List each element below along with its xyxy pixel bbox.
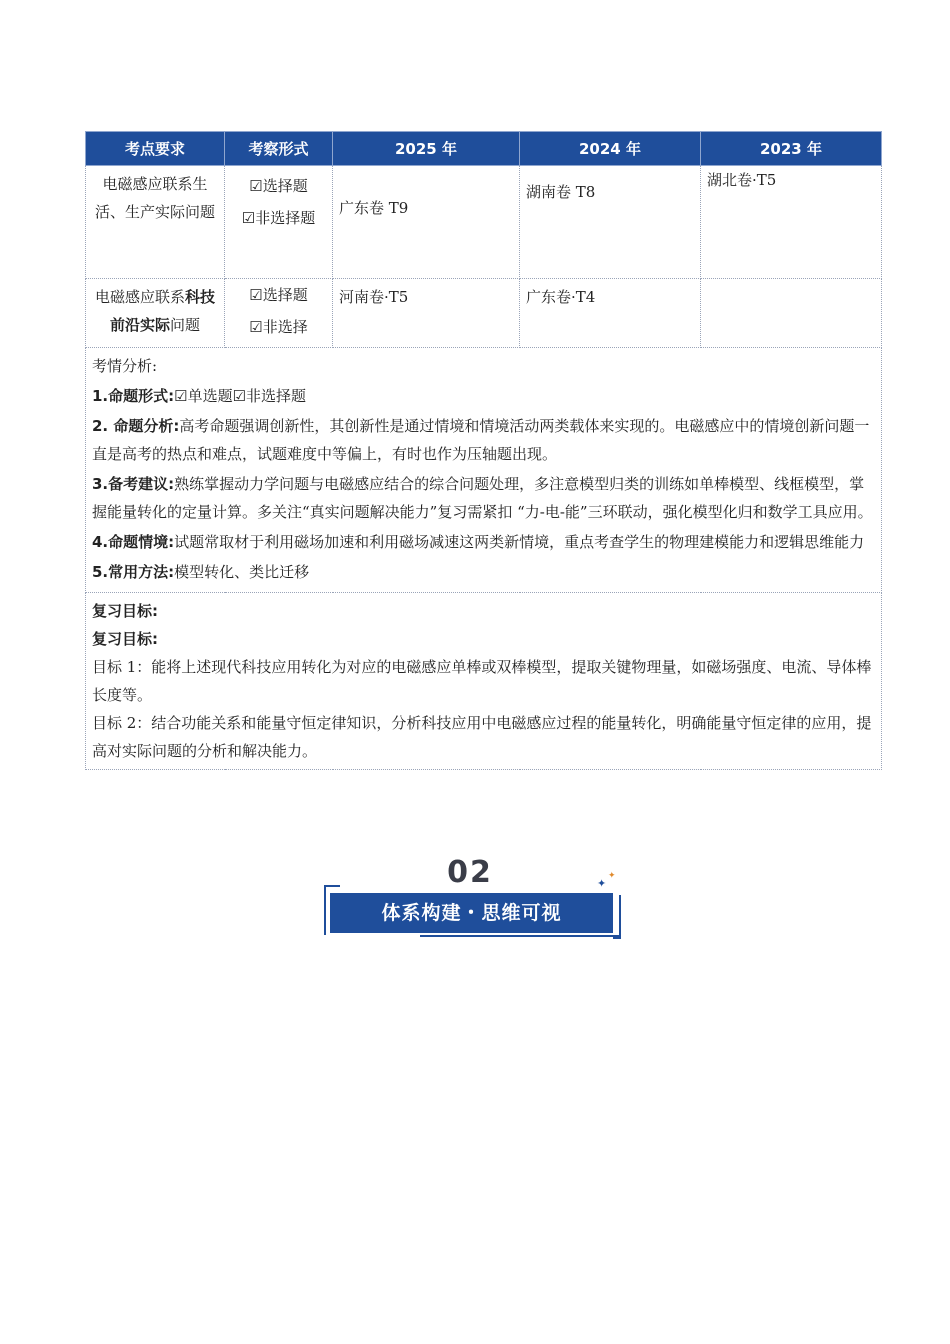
goal-item: 目标 1：能将上述现代科技应用转化为对应的电磁感应单棒或双棒模型，提取关键物理量，如磁场强度、电流、导体棒长度等。 (92, 658, 872, 704)
analysis-lead: 4.命题情境: (92, 533, 175, 551)
analysis-lead: 1.命题形式: (92, 387, 175, 405)
goals-title-text: 复习目标: (92, 602, 158, 620)
header-topic: 考点要求 (86, 132, 225, 166)
form-nonchoice: ☑非选择题 (241, 209, 316, 227)
analysis-text: 模型转化、类比迁移 (174, 563, 310, 581)
section-title: 体系构建・思维可视 (330, 893, 613, 933)
analysis-text: ☑单选题☑非选择题 (174, 387, 307, 405)
cell-2025: 河南卷·T5 (333, 279, 520, 348)
goals-title (92, 597, 875, 625)
cell-2024: 广东卷·T4 (520, 279, 701, 348)
table-row (86, 279, 882, 348)
analysis-lead: 2. 命题分析: (92, 417, 180, 435)
banner-frame-line (420, 935, 619, 937)
analysis-cell (86, 348, 882, 593)
table-row (86, 166, 882, 279)
banner-frame-corner (613, 895, 621, 939)
analysis-title: 考情分析: (92, 357, 158, 375)
analysis-item (92, 382, 875, 410)
cell-2025: 广东卷 T9 (333, 166, 520, 279)
exam-table (85, 131, 882, 770)
header-2024: 2024 年 (520, 132, 701, 166)
goals-subtitle-text: 复习目标: (92, 630, 158, 648)
analysis-lead: 3.备考建议: (92, 475, 175, 493)
topic-text-a: 电磁感应联系 (94, 288, 185, 306)
analysis-item (92, 528, 875, 556)
goals-row (86, 593, 882, 770)
section-number: 02 (447, 855, 493, 890)
goal-item: 目标 2：结合功能关系和能量守恒定律知识，分析科技应用中电磁感应过程的能量转化，明确能量守恒定律的应用，提高对实际问题的分析和解决能力。 (92, 714, 872, 760)
form-choice: ☑选择题 (249, 177, 308, 195)
table-header-row (86, 132, 882, 166)
topic-text-c: 问题 (170, 316, 201, 334)
cell-2023 (701, 279, 882, 348)
section-banner (320, 855, 630, 945)
form-choice: ☑选择题 (249, 286, 308, 304)
analysis-text: 试题常取材于利用磁场加速和利用磁场减速这两类新情境，重点考查学生的物理建模能力和逻辑思维能力 (174, 533, 865, 551)
header-2025: 2025 年 (333, 132, 520, 166)
topic-text-emph: 科技前沿实际 (109, 288, 216, 334)
goals-subtitle (92, 625, 875, 653)
analysis-text: 熟练掌握动力学问题与电磁感应结合的综合问题处理，多注意模型归类的训练如单棒模型、线框模型，掌握能量转化的定量计算。多关注“真实问题解决能力”复习需紧扣 “力-电-能”三环联动，强化模型化归和数学工具应用。 (92, 475, 873, 521)
sparkle-icon: ✦ (608, 871, 616, 881)
analysis-row (86, 348, 882, 593)
analysis-lead: 5.常用方法: (92, 563, 175, 581)
analysis-item (92, 412, 875, 468)
sparkle-icon: ✦ (597, 877, 607, 890)
form-cell (225, 279, 333, 348)
analysis-item (92, 470, 875, 526)
header-form: 考察形式 (225, 132, 333, 166)
analysis-item (92, 558, 875, 586)
goals-cell (86, 593, 882, 770)
form-nonchoice: ☑非选择 (249, 318, 308, 336)
cell-2023: 湖北卷·T5 (701, 166, 882, 279)
topic-text: 电磁感应联系生活、生产实际问题 (94, 175, 215, 221)
form-cell (225, 166, 333, 279)
cell-2024: 湖南卷 T8 (520, 166, 701, 279)
analysis-text: 高考命题强调创新性，其创新性是通过情境和情境活动两类载体来实现的。电磁感应中的情境创新问题一直是高考的热点和难点，试题难度中等偏上，有时也作为压轴题出现。 (92, 417, 870, 463)
topic-cell (86, 279, 225, 348)
header-2023: 2023 年 (701, 132, 882, 166)
topic-cell (86, 166, 225, 279)
